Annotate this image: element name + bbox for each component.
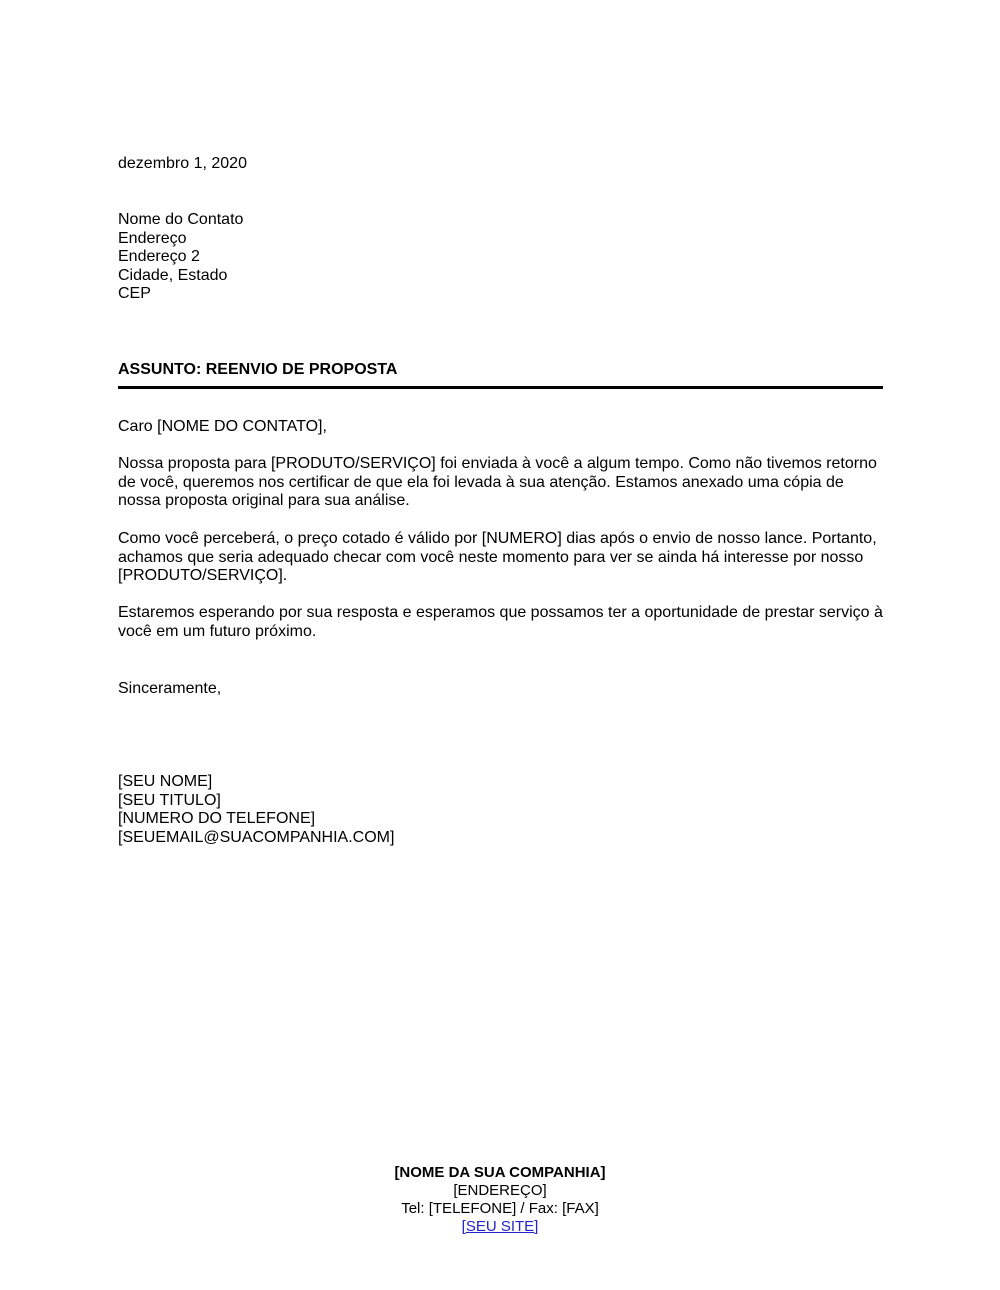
subject-divider xyxy=(118,386,883,389)
footer-website-link[interactable]: [SEU SITE] xyxy=(461,1218,539,1235)
closing: Sinceramente, xyxy=(118,680,222,697)
signature-name: [SEU NOME] xyxy=(118,773,213,790)
salutation: Caro [NOME DO CONTATO], xyxy=(118,418,327,435)
signature-phone: [NUMERO DO TELEFONE] xyxy=(118,810,316,828)
recipient-address-line-2: Endereço 2 xyxy=(118,248,200,266)
recipient-zip: CEP xyxy=(118,285,151,303)
subject-line: ASSUNTO: REENVIO DE PROPOSTA xyxy=(118,361,398,378)
footer-contact: Tel: [TELEFONE] / Fax: [FAX] xyxy=(401,1200,599,1217)
footer-company-name: [NOME DA SUA COMPANHIA] xyxy=(394,1164,606,1181)
recipient-city-state: Cidade, Estado xyxy=(118,266,228,284)
recipient-address xyxy=(118,211,243,304)
body-paragraph-2: Como você perceberá, o preço cotado é válido por [NUMERO] dias após o envio de nosso lance. Portanto, achamos que seria adequado checar com você neste momento para ver se ainda há interesse por nosso [PRODUTO/SERVIÇO]. xyxy=(118,530,877,585)
body-paragraph-3: Estaremos esperando por sua resposta e esperamos que possamos ter a oportunidade de prestar serviço à você em um futuro próximo. xyxy=(118,604,883,640)
recipient-address-line-1: Endereço xyxy=(118,229,187,247)
letter-date: dezembro 1, 2020 xyxy=(118,155,247,172)
signature-block xyxy=(118,773,394,847)
signature-title: [SEU TITULO] xyxy=(118,791,221,809)
recipient-name: Nome do Contato xyxy=(118,211,244,228)
footer-address: [ENDEREÇO] xyxy=(453,1182,547,1199)
body-paragraph-1: Nossa proposta para [PRODUTO/SERVIÇO] foi enviada à você a algum tempo. Como não tivemos retorno de você, queremos nos certificar de que ela foi levada à sua atenção. Estamos anexado uma cópia de nossa proposta original para sua análise. xyxy=(118,455,877,510)
signature-email: [SEUEMAIL@SUACOMPANHIA.COM] xyxy=(118,828,395,846)
footer xyxy=(0,1164,1000,1236)
